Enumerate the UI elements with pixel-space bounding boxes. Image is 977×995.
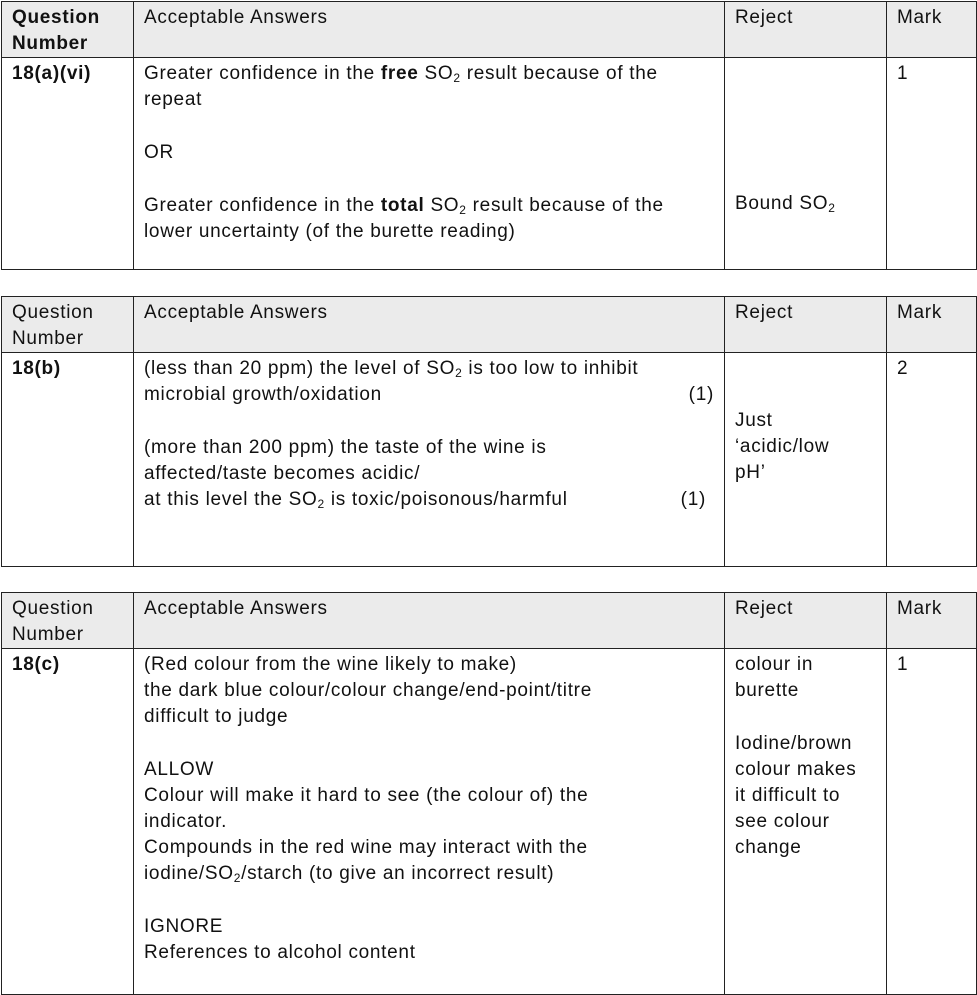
reject-line: colour makes xyxy=(735,759,857,780)
answer-high-level: (more than 200 ppm) the taste of the wine is xyxy=(144,437,547,458)
answer-row xyxy=(2,353,977,567)
header-row xyxy=(2,593,977,649)
mark-scheme-table-18b xyxy=(1,296,977,567)
question-number: 18(a)(vi) xyxy=(2,58,134,270)
mark-cell: 1 xyxy=(887,649,977,995)
question-number: 18(c) xyxy=(2,649,134,995)
header-row xyxy=(2,297,977,353)
answer-line: Compounds in the red wine may interact with the xyxy=(144,837,588,858)
answer-line: References to alcohol content xyxy=(144,942,416,963)
mark-scheme-table-18c xyxy=(1,592,977,995)
reject-bound-so2: Bound $SO_2$ xyxy=(735,193,836,215)
acceptable-answers-cell xyxy=(134,353,725,567)
mark-cell: 1 xyxy=(887,58,977,270)
answer-line: Colour will make it hard to see (the colour of) the xyxy=(144,785,589,806)
answer-high-level-line2: affected/taste becomes acidic/ xyxy=(144,463,421,484)
question-number: 18(b) xyxy=(2,353,134,567)
answer-line: indicator. xyxy=(144,811,228,832)
answer-line: the dark blue colour/colour change/end-point/titre xyxy=(144,680,592,701)
answer-row xyxy=(2,649,977,995)
reject-cell xyxy=(725,649,887,995)
header-acceptable-answers: Acceptable Answers xyxy=(134,2,725,58)
answer-mark-1: (1) xyxy=(688,384,714,405)
answer-line: difficult to judge xyxy=(144,706,289,727)
header-reject: Reject xyxy=(725,297,887,353)
header-question-number: Question Number xyxy=(2,297,134,353)
answer-low-level: (less than 20 ppm) the level of $SO_2$ is too low to inhibit xyxy=(144,358,639,380)
reject-line: change xyxy=(735,837,802,858)
header-acceptable-answers: Acceptable Answers xyxy=(134,297,725,353)
mark-scheme-table-18a-vi xyxy=(1,1,977,270)
reject-line: pH’ xyxy=(735,462,766,483)
acceptable-answers-cell xyxy=(134,649,725,995)
header-mark: Mark xyxy=(887,593,977,649)
reject-line: burette xyxy=(735,680,800,701)
reject-cell xyxy=(725,58,887,270)
allow-label: ALLOW xyxy=(144,759,215,780)
answer-total: Greater confidence in the total $SO_2$ result because of the lower uncertainty (of the burette reading) xyxy=(144,195,664,242)
reject-line: Just xyxy=(735,410,773,431)
header-reject: Reject xyxy=(725,2,887,58)
answer-row xyxy=(2,58,977,270)
answer-free: Greater confidence in the free $SO_2$ result because of the repeat xyxy=(144,63,658,110)
answer-high-level-line3: at this level the $SO_2$ is toxic/poisonous/harmful xyxy=(144,489,568,511)
answer-mark-2: (1) xyxy=(680,489,706,510)
answer-line: iodine/$SO_2$/starch (to give an incorrect result) xyxy=(144,863,555,885)
answer-line: (Red colour from the wine likely to make) xyxy=(144,654,517,675)
header-row xyxy=(2,2,977,58)
reject-line: ‘acidic/low xyxy=(735,436,830,457)
header-mark: Mark xyxy=(887,2,977,58)
reject-line: it difficult to xyxy=(735,785,841,806)
mark-cell: 2 xyxy=(887,353,977,567)
reject-line: see colour xyxy=(735,811,830,832)
header-mark: Mark xyxy=(887,297,977,353)
header-acceptable-answers: Acceptable Answers xyxy=(134,593,725,649)
header-reject: Reject xyxy=(725,593,887,649)
reject-line: Iodine/brown xyxy=(735,733,853,754)
header-question-number: Question Number xyxy=(2,2,134,58)
header-question-number: Question Number xyxy=(2,593,134,649)
acceptable-answers-cell xyxy=(134,58,725,270)
or-label: OR xyxy=(144,142,174,163)
reject-line: colour in xyxy=(735,654,814,675)
answer-low-level-line2: microbial growth/oxidation xyxy=(144,384,382,405)
reject-cell xyxy=(725,353,887,567)
ignore-label: IGNORE xyxy=(144,916,224,937)
